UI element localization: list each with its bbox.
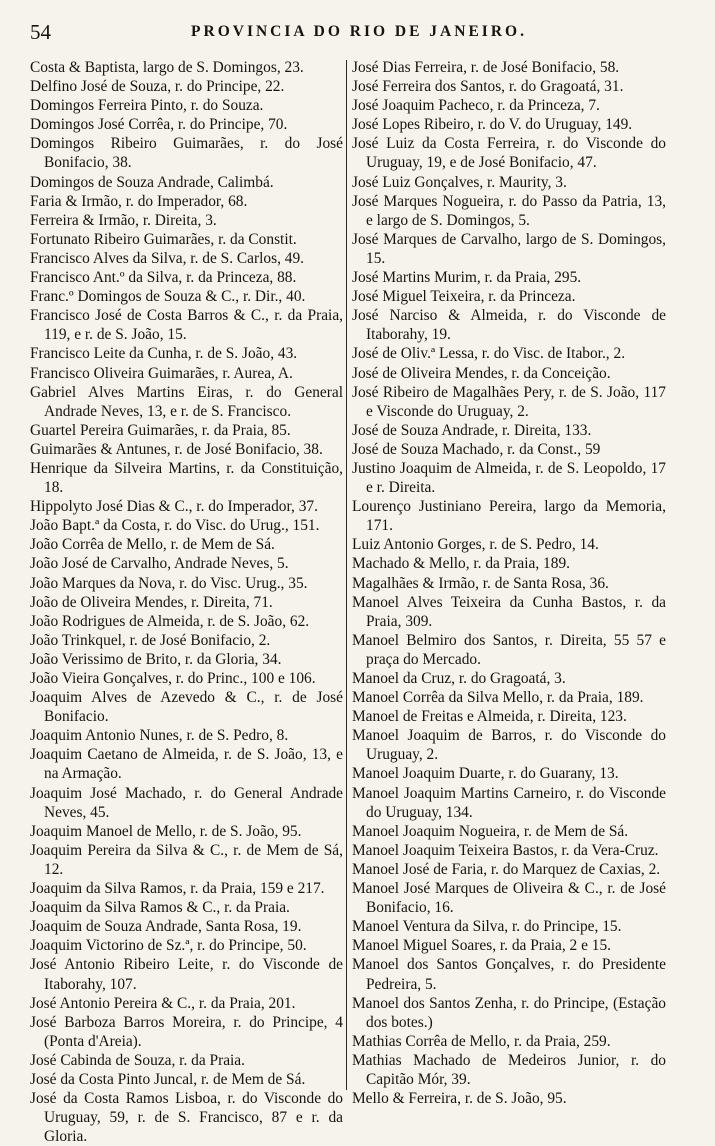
directory-entry: Joaquim Caetano de Almeida, r. de S. João, 13, e na Armação. bbox=[30, 746, 343, 783]
directory-entry: José da Costa Pinto Juncal, r. de Mem de Sá. bbox=[30, 1070, 306, 1088]
directory-entry: João Verissimo de Brito, r. da Gloria, 34. bbox=[30, 650, 282, 668]
directory-entry: José Joaquim Pacheco, r. da Princeza, 7. bbox=[352, 97, 600, 115]
directory-entry: Joaquim Pereira da Silva & C., r. de Mem de Sá, 12. bbox=[30, 841, 343, 878]
directory-entry: Manoel José de Faria, r. do Marquez de Caxias, 2. bbox=[352, 860, 661, 878]
directory-entry: Guimarães & Antunes, r. de José Bonifacio, 38. bbox=[30, 440, 323, 458]
directory-entry: José Martins Murim, r. da Praia, 295. bbox=[352, 269, 582, 287]
directory-entry: Manoel Alves Teixeira da Cunha Bastos, r. da Praia, 309. bbox=[352, 593, 666, 630]
directory-entry: Manoel Miguel Soares, r. da Praia, 2 e 15. bbox=[352, 937, 612, 955]
directory-entry: Lourenço Justiniano Pereira, largo da Memoria, 171. bbox=[352, 498, 666, 535]
page-number: 54 bbox=[30, 20, 51, 44]
directory-entry: Machado & Mello, r. da Praia, 189. bbox=[352, 555, 570, 573]
directory-entry: Joaquim da Silva Ramos & C., r. da Praia. bbox=[30, 899, 290, 917]
directory-entry: Mathias Machado de Medeiros Junior, r. do Capitão Mór, 39. bbox=[352, 1051, 666, 1088]
directory-entry: Gabriel Alves Martins Eiras, r. do General Andrade Neves, 13, e r. de S. Francisco. bbox=[30, 383, 343, 420]
directory-entry: Luiz Antonio Gorges, r. de S. Pedro, 14. bbox=[352, 536, 599, 554]
directory-entry: João Vieira Gonçalves, r. do Princ., 100 e 106. bbox=[30, 670, 316, 687]
directory-entry: Fortunato Ribeiro Guimarães, r. da Constit. bbox=[30, 230, 297, 248]
directory-entry: José da Costa Ramos Lisboa, r. do Visconde do Uruguay, 59, r. de S. Francisco, 87 e r. da Gloria. bbox=[30, 1090, 343, 1146]
directory-entry: João Marques da Nova, r. do Visc. Urug., 35. bbox=[30, 574, 308, 592]
directory-entry: José de Souza Machado, r. da Const., 59 bbox=[352, 440, 601, 458]
directory-entry: Henrique da Silveira Martins, r. da Constituição, 18. bbox=[30, 459, 343, 497]
directory-entry: José Dias Ferreira, r. de José Bonifacio, 58. bbox=[352, 59, 620, 76]
directory-entry: João Bapt.ª da Costa, r. do Visc. do Urug., 151. bbox=[30, 517, 320, 535]
directory-entry: Domingos Ribeiro Guimarães, r. do José Bonifacio, 38. bbox=[30, 135, 343, 172]
directory-entry: Manoel Joaquim Duarte, r. do Guarany, 13. bbox=[352, 765, 619, 783]
right-column bbox=[352, 58, 666, 1108]
directory-entry: Francisco Ant.º da Silva, r. da Princeza, 88. bbox=[30, 269, 297, 287]
directory-entry: João Trinkquel, r. de José Bonifacio, 2. bbox=[30, 631, 271, 649]
directory-entry: José Lopes Ribeiro, r. do V. do Uruguay, 149. bbox=[352, 116, 633, 134]
directory-entry: José Ribeiro de Magalhães Pery, r. de S. João, 117 e Visconde do Uruguay, 2. bbox=[352, 383, 666, 420]
directory-entry: José de Oliveira Mendes, r. da Conceição. bbox=[352, 364, 611, 382]
page-header bbox=[24, 20, 694, 44]
directory-entry: Joaquim Victorino de Sz.ª, r. do Principe, 50. bbox=[30, 937, 307, 955]
directory-entry: Manoel Corrêa da Silva Mello, r. da Praia, 189. bbox=[352, 689, 644, 707]
left-column bbox=[30, 58, 343, 1146]
directory-entry: José Luiz Gonçalves, r. Maurity, 3. bbox=[352, 173, 567, 191]
directory-entry: João de Oliveira Mendes, r. Direita, 71. bbox=[30, 593, 273, 611]
directory-entry: Manoel Joaquim de Barros, r. do Visconde do Uruguay, 2. bbox=[352, 727, 666, 764]
directory-entry: Manoel da Cruz, r. do Gragoatá, 3. bbox=[352, 670, 566, 687]
directory-entry: Hippolyto José Dias & C., r. do Imperador, 37. bbox=[30, 498, 318, 516]
directory-entry: José Marques de Carvalho, largo de S. Domingos, 15. bbox=[352, 230, 666, 267]
directory-entry: Faria & Irmão, r. do Imperador, 68. bbox=[30, 192, 248, 210]
directory-entry: Domingos Ferreira Pinto, r. do Souza. bbox=[30, 97, 264, 115]
directory-entry: José Narciso & Almeida, r. do Visconde de Itaborahy, 19. bbox=[352, 307, 666, 344]
directory-entry: Joaquim Manoel de Mello, r. de S. João, 95. bbox=[30, 822, 302, 840]
directory-entry: José Ferreira dos Santos, r. do Gragoatá, 31. bbox=[352, 78, 624, 96]
directory-entry: José Antonio Ribeiro Leite, r. do Visconde de Itaborahy, 107. bbox=[30, 956, 343, 993]
directory-entry: Manoel de Freitas e Almeida, r. Direita, 123. bbox=[352, 708, 627, 726]
directory-entry: Joaquim da Silva Ramos, r. da Praia, 159 e 217. bbox=[30, 880, 325, 898]
directory-entry: João Corrêa de Mello, r. de Mem de Sá. bbox=[30, 536, 275, 554]
directory-entry: Mathias Corrêa de Mello, r. da Praia, 259. bbox=[352, 1032, 611, 1050]
directory-entry: Joaquim José Machado, r. do General Andrade Neves, 45. bbox=[30, 784, 343, 821]
directory-entry: Manoel Joaquim Teixeira Bastos, r. da Vera-Cruz. bbox=[352, 841, 659, 859]
directory-columns bbox=[0, 58, 715, 1146]
directory-entry: Mello & Ferreira, r. de S. João, 95. bbox=[352, 1090, 567, 1108]
directory-entry: Francisco Oliveira Guimarães, r. Aurea, A. bbox=[30, 364, 293, 382]
directory-entry: Francisco José de Costa Barros & C., r. da Praia, 119, e r. de S. João, 15. bbox=[30, 307, 343, 344]
directory-entry: José Miguel Teixeira, r. da Princeza. bbox=[352, 288, 576, 306]
directory-entry: José Barboza Barros Moreira, r. do Principe, 4 (Ponta d'Areia). bbox=[30, 1013, 343, 1050]
directory-entry: José Marques Nogueira, r. do Passo da Patria, 13, e largo de S. Domingos, 5. bbox=[352, 192, 666, 229]
directory-entry: Joaquim de Souza Andrade, Santa Rosa, 19. bbox=[30, 918, 302, 936]
directory-entry: Manoel Joaquim Martins Carneiro, r. do Visconde do Uruguay, 134. bbox=[352, 784, 666, 821]
directory-entry: José Cabinda de Souza, r. da Praia. bbox=[30, 1051, 245, 1069]
directory-entry: José de Oliv.ª Lessa, r. do Visc. de Itabor., 2. bbox=[352, 345, 626, 363]
directory-entry: Manoel dos Santos Gonçalves, r. do Presidente Pedreira, 5. bbox=[352, 956, 666, 993]
directory-entry: Manoel Joaquim Nogueira, r. de Mem de Sá. bbox=[352, 822, 629, 840]
directory-entry: João José de Carvalho, Andrade Neves, 5. bbox=[30, 555, 289, 573]
directory-entry: Francisco Leite da Cunha, r. de S. João, 43. bbox=[30, 345, 298, 363]
directory-entry: Ferreira & Irmão, r. Direita, 3. bbox=[30, 211, 217, 229]
directory-entry: Justino Joaquim de Almeida, r. de S. Leopoldo, 17 e r. Direita. bbox=[352, 459, 666, 497]
directory-entry: Franc.º Domingos de Souza & C., r. Dir., 40. bbox=[30, 288, 306, 306]
directory-entry: Manoel dos Santos Zenha, r. do Principe, (Estação dos botes.) bbox=[352, 994, 666, 1031]
directory-entry: Joaquim Alves de Azevedo & C., r. de José Bonifacio. bbox=[30, 689, 343, 726]
directory-entry: Domingos de Souza Andrade, Calimbá. bbox=[30, 173, 274, 191]
directory-entry: Manoel Ventura da Silva, r. do Principe, 15. bbox=[352, 918, 622, 936]
directory-entry: Manoel José Marques de Oliveira & C., r. de José Bonifacio, 16. bbox=[352, 880, 666, 917]
directory-entry: Magalhães & Irmão, r. de Santa Rosa, 36. bbox=[352, 574, 609, 592]
directory-entry: Joaquim Antonio Nunes, r. de S. Pedro, 8. bbox=[30, 727, 289, 745]
directory-entry: José Luiz da Costa Ferreira, r. do Visconde do Uruguay, 19, e de José Bonifacio, 47. bbox=[352, 135, 666, 172]
directory-entry: Manoel Belmiro dos Santos, r. Direita, 55 57 e praça do Mercado. bbox=[352, 631, 666, 668]
running-title: PROVINCIA DO RIO DE JANEIRO. bbox=[191, 23, 527, 40]
directory-entry: Delfino José de Souza, r. do Principe, 22. bbox=[30, 78, 285, 96]
directory-entry: Francisco Alves da Silva, r. de S. Carlos, 49. bbox=[30, 249, 305, 267]
directory-entry: Domingos José Corrêa, r. do Principe, 70. bbox=[30, 116, 288, 134]
directory-entry: Costa & Baptista, largo de S. Domingos, 23. bbox=[30, 59, 304, 76]
directory-entry: Guartel Pereira Guimarães, r. da Praia, 85. bbox=[30, 421, 291, 439]
directory-entry: João Rodrigues de Almeida, r. de S. João, 62. bbox=[30, 612, 310, 630]
directory-entry: José de Souza Andrade, r. Direita, 133. bbox=[352, 421, 592, 439]
directory-entry: José Antonio Pereira & C., r. da Praia, 201. bbox=[30, 994, 296, 1012]
